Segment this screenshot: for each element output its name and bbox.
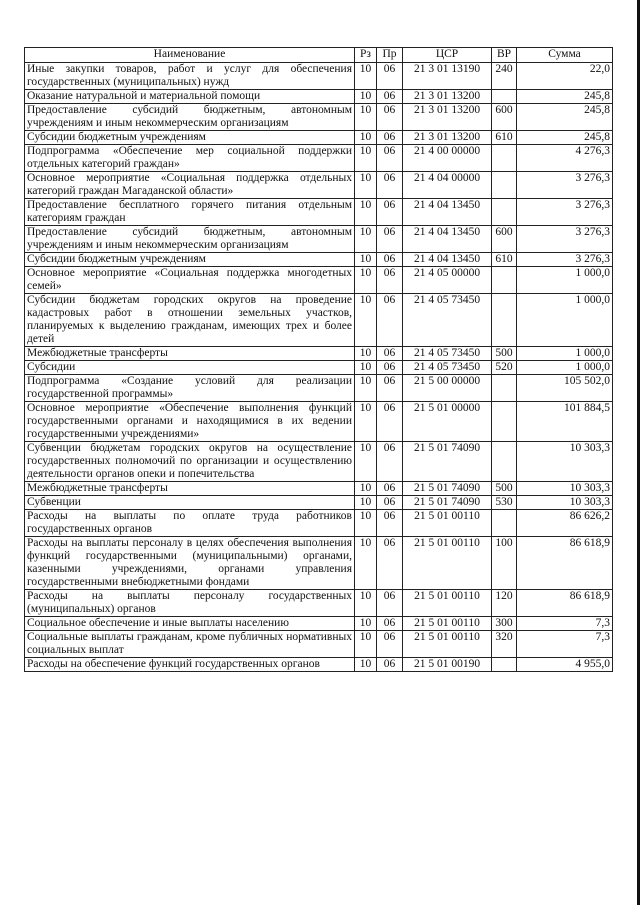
row-name: Межбюджетные трансферты [25, 347, 355, 361]
row-rz: 10 [355, 226, 377, 253]
row-vr: 120 [492, 590, 517, 617]
row-pr: 06 [377, 294, 403, 347]
row-amount: 245,8 [517, 90, 613, 104]
row-csr: 21 4 04 13450 [403, 253, 492, 267]
table-row [25, 510, 613, 537]
row-csr: 21 5 01 00110 [403, 631, 492, 658]
row-rz: 10 [355, 253, 377, 267]
row-vr: 600 [492, 104, 517, 131]
row-csr: 21 4 04 00000 [403, 172, 492, 199]
table-row [25, 402, 613, 442]
row-rz: 10 [355, 104, 377, 131]
row-pr: 06 [377, 90, 403, 104]
row-name: Основное мероприятие «Социальная поддержка многодетных семей» [25, 267, 355, 294]
row-rz: 10 [355, 267, 377, 294]
table-row [25, 442, 613, 482]
row-pr: 06 [377, 63, 403, 90]
row-amount: 3 276,3 [517, 199, 613, 226]
row-csr: 21 5 01 00000 [403, 402, 492, 442]
row-amount: 3 276,3 [517, 172, 613, 199]
table-row [25, 172, 613, 199]
row-name: Межбюджетные трансферты [25, 482, 355, 496]
row-name: Субсидии бюджетам городских округов на проведение кадастровых работ в отношении земельных участков, планируемых к выделению гражданам, имеющих трех и более детей [25, 294, 355, 347]
table-row [25, 537, 613, 590]
table-row [25, 482, 613, 496]
row-name: Расходы на обеспечение функций государственных органов [25, 658, 355, 672]
row-pr: 06 [377, 253, 403, 267]
row-pr: 06 [377, 631, 403, 658]
row-rz: 10 [355, 617, 377, 631]
row-amount: 10 303,3 [517, 482, 613, 496]
row-name: Основное мероприятие «Социальная поддержка отдельных категорий граждан Магаданской области» [25, 172, 355, 199]
row-vr: 520 [492, 361, 517, 375]
table-row [25, 658, 613, 672]
table-row [25, 361, 613, 375]
row-rz: 10 [355, 631, 377, 658]
row-csr: 21 5 01 00110 [403, 510, 492, 537]
row-rz: 10 [355, 658, 377, 672]
row-name: Подпрограмма «Обеспечение мер социальной поддержки отдельных категорий граждан» [25, 145, 355, 172]
table-row [25, 104, 613, 131]
row-vr [492, 510, 517, 537]
table-row [25, 617, 613, 631]
row-name: Субсидии бюджетным учреждениям [25, 131, 355, 145]
row-name: Оказание натуральной и материальной помощи [25, 90, 355, 104]
row-csr: 21 3 01 13200 [403, 104, 492, 131]
row-amount: 86 618,9 [517, 537, 613, 590]
row-rz: 10 [355, 145, 377, 172]
row-pr: 06 [377, 199, 403, 226]
row-amount: 22,0 [517, 63, 613, 90]
row-csr: 21 5 01 00110 [403, 617, 492, 631]
row-pr: 06 [377, 145, 403, 172]
row-amount: 105 502,0 [517, 375, 613, 402]
row-csr: 21 3 01 13190 [403, 63, 492, 90]
row-amount: 10 303,3 [517, 496, 613, 510]
row-rz: 10 [355, 482, 377, 496]
row-vr: 500 [492, 347, 517, 361]
row-name: Иные закупки товаров, работ и услуг для обеспечения государственных (муниципальных) нужд [25, 63, 355, 90]
row-amount: 245,8 [517, 131, 613, 145]
row-csr: 21 4 00 00000 [403, 145, 492, 172]
row-name: Субвенции [25, 496, 355, 510]
row-vr: 600 [492, 226, 517, 253]
row-name: Субсидии [25, 361, 355, 375]
row-name: Подпрограмма «Создание условий для реализации государственной программы» [25, 375, 355, 402]
row-rz: 10 [355, 510, 377, 537]
row-pr: 06 [377, 375, 403, 402]
row-amount: 10 303,3 [517, 442, 613, 482]
row-amount: 7,3 [517, 617, 613, 631]
header-row [25, 48, 613, 63]
row-vr: 100 [492, 537, 517, 590]
row-rz: 10 [355, 496, 377, 510]
row-vr [492, 145, 517, 172]
row-amount: 1 000,0 [517, 267, 613, 294]
row-csr: 21 5 00 00000 [403, 375, 492, 402]
row-name: Социальные выплаты гражданам, кроме публичных нормативных социальных выплат [25, 631, 355, 658]
table-row [25, 267, 613, 294]
row-vr: 300 [492, 617, 517, 631]
row-csr: 21 4 04 13450 [403, 199, 492, 226]
row-pr: 06 [377, 226, 403, 253]
row-amount: 3 276,3 [517, 253, 613, 267]
header-vr: ВР [492, 48, 517, 63]
table-row [25, 199, 613, 226]
row-rz: 10 [355, 63, 377, 90]
header-name: Наименование [25, 48, 355, 63]
table-row [25, 347, 613, 361]
row-pr: 06 [377, 172, 403, 199]
row-csr: 21 5 01 00110 [403, 590, 492, 617]
row-rz: 10 [355, 375, 377, 402]
row-vr: 500 [492, 482, 517, 496]
row-amount: 86 618,9 [517, 590, 613, 617]
row-name: Социальное обеспечение и иные выплаты населению [25, 617, 355, 631]
header-rz: Рз [355, 48, 377, 63]
table-row [25, 63, 613, 90]
table-row [25, 496, 613, 510]
row-pr: 06 [377, 104, 403, 131]
row-vr: 530 [492, 496, 517, 510]
row-name: Основное мероприятие «Обеспечение выполнения функций государственными органами и находящимися в их ведении государственными учреждениями» [25, 402, 355, 442]
row-amount: 4 955,0 [517, 658, 613, 672]
table-row [25, 253, 613, 267]
row-csr: 21 4 05 00000 [403, 267, 492, 294]
row-csr: 21 4 04 13450 [403, 226, 492, 253]
table-row [25, 590, 613, 617]
row-vr: 610 [492, 131, 517, 145]
row-vr: 320 [492, 631, 517, 658]
row-amount: 3 276,3 [517, 226, 613, 253]
row-name: Предоставление субсидий бюджетным, автономным учреждениям и иным некоммерческим организациям [25, 226, 355, 253]
row-csr: 21 3 01 13200 [403, 90, 492, 104]
row-pr: 06 [377, 267, 403, 294]
row-vr [492, 442, 517, 482]
table-row [25, 375, 613, 402]
row-vr [492, 294, 517, 347]
budget-table [24, 47, 613, 672]
table-row [25, 90, 613, 104]
row-rz: 10 [355, 131, 377, 145]
row-rz: 10 [355, 590, 377, 617]
row-rz: 10 [355, 172, 377, 199]
row-rz: 10 [355, 537, 377, 590]
row-csr: 21 5 01 74090 [403, 482, 492, 496]
row-vr: 240 [492, 63, 517, 90]
row-vr [492, 375, 517, 402]
row-pr: 06 [377, 442, 403, 482]
row-vr [492, 402, 517, 442]
row-csr: 21 3 01 13200 [403, 131, 492, 145]
row-name: Расходы на выплаты персоналу в целях обеспечения выполнения функций государственными (муниципальными) органами, казенными учреждениями, органами управления государственными внебюджетными фондами [25, 537, 355, 590]
row-pr: 06 [377, 361, 403, 375]
row-rz: 10 [355, 90, 377, 104]
row-pr: 06 [377, 347, 403, 361]
row-pr: 06 [377, 402, 403, 442]
table-row [25, 631, 613, 658]
table-row [25, 294, 613, 347]
row-csr: 21 4 05 73450 [403, 361, 492, 375]
table-row [25, 145, 613, 172]
row-pr: 06 [377, 496, 403, 510]
row-amount: 86 626,2 [517, 510, 613, 537]
table-row [25, 226, 613, 253]
row-pr: 06 [377, 537, 403, 590]
row-amount: 4 276,3 [517, 145, 613, 172]
row-pr: 06 [377, 510, 403, 537]
row-pr: 06 [377, 482, 403, 496]
row-csr: 21 5 01 00190 [403, 658, 492, 672]
row-vr [492, 658, 517, 672]
row-pr: 06 [377, 658, 403, 672]
row-amount: 1 000,0 [517, 347, 613, 361]
row-csr: 21 4 05 73450 [403, 294, 492, 347]
row-name: Предоставление бесплатного горячего питания отдельным категориям граждан [25, 199, 355, 226]
row-vr: 610 [492, 253, 517, 267]
header-pr: Пр [377, 48, 403, 63]
header-amount: Сумма [517, 48, 613, 63]
row-vr [492, 172, 517, 199]
table-row [25, 131, 613, 145]
row-rz: 10 [355, 347, 377, 361]
row-name: Субвенции бюджетам городских округов на осуществление государственных полномочий по организации и осуществлению деятельности органов опеки и попечительства [25, 442, 355, 482]
row-name: Субсидии бюджетным учреждениям [25, 253, 355, 267]
row-pr: 06 [377, 617, 403, 631]
row-rz: 10 [355, 199, 377, 226]
row-vr [492, 199, 517, 226]
row-name: Расходы на выплаты по оплате труда работников государственных органов [25, 510, 355, 537]
row-rz: 10 [355, 402, 377, 442]
header-csr: ЦСР [403, 48, 492, 63]
row-amount: 1 000,0 [517, 361, 613, 375]
row-pr: 06 [377, 131, 403, 145]
row-amount: 245,8 [517, 104, 613, 131]
row-rz: 10 [355, 294, 377, 347]
row-csr: 21 5 01 74090 [403, 496, 492, 510]
row-rz: 10 [355, 361, 377, 375]
row-pr: 06 [377, 590, 403, 617]
row-name: Расходы на выплаты персоналу государственных (муниципальных) органов [25, 590, 355, 617]
row-amount: 1 000,0 [517, 294, 613, 347]
row-name: Предоставление субсидий бюджетным, автономным учреждениям и иным некоммерческим организациям [25, 104, 355, 131]
row-rz: 10 [355, 442, 377, 482]
row-vr [492, 267, 517, 294]
row-amount: 7,3 [517, 631, 613, 658]
row-csr: 21 5 01 00110 [403, 537, 492, 590]
row-amount: 101 884,5 [517, 402, 613, 442]
row-vr [492, 90, 517, 104]
row-csr: 21 4 05 73450 [403, 347, 492, 361]
row-csr: 21 5 01 74090 [403, 442, 492, 482]
